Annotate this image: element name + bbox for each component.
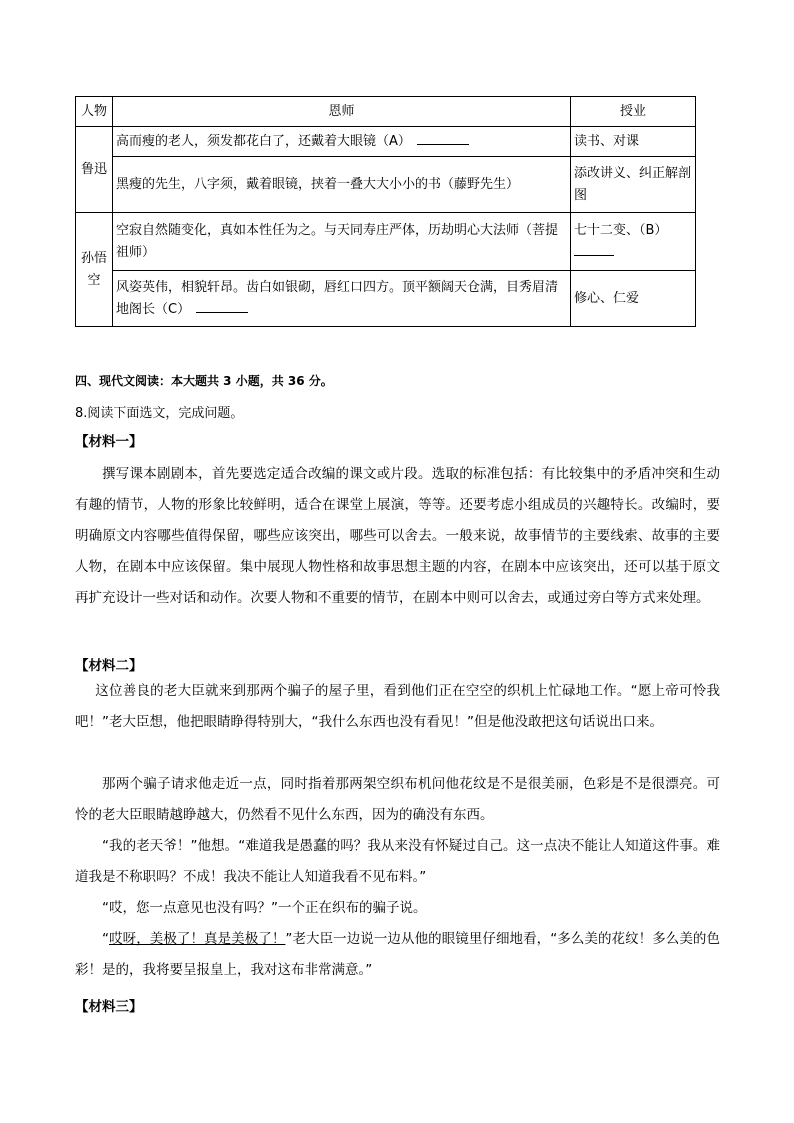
- material-3-label: 【材料三】: [75, 999, 143, 1015]
- table-row: [76, 271, 696, 327]
- material-2-paragraph: “我的老天爷！”他想。“难道我是愚蠢的吗？我从来没有怀疑过自己。这一点决不能让人知道这件事。难道我是不称职吗？不成！我决不能让人知道我看不见布料。”: [75, 838, 720, 885]
- material-1-text: 撰写课本剧剧本，首先要选定适合改编的课文或片段。选取的标准包括：有比较集中的矛盾冲突和生动有趣的情节，人物的形象比较鲜明，适合在课堂上展演，等等。还要考虑小组成员的兴趣特长。改编时，要明确原文内容哪些值得保留，哪些应该突出，哪些可以舍去。一般来说，故事情节的主要线索、故事的主要人物，在剧本中应该保留。集中展现人物性格和故事思想主题的内容，在剧本中应该突出，还可以基于原文再扩充设计一些对话和动作。次要人物和不重要的情节，在剧本中则可以舍去，或通过旁白等方式来处理。: [75, 466, 720, 606]
- table-row: [76, 157, 696, 213]
- table-header-row: [76, 97, 696, 127]
- teaching-cell: 修心、仁爱: [571, 271, 696, 327]
- table-row: [76, 213, 696, 271]
- mentor-cell: [113, 127, 571, 157]
- answer-blank-c: [196, 311, 248, 313]
- answer-blank-b: [574, 254, 614, 256]
- mentor-cell: 空寂自然随变化，真如本性任为之。与天同寿庄严体，历劫明心大法师（菩提祖师）: [113, 213, 571, 271]
- teaching-cell: 读书、对课: [571, 127, 696, 157]
- section-title: 四、现代文阅读：本大题共 3 小题，共 36 分。: [75, 374, 333, 388]
- material-2-label: 【材料二】: [75, 658, 143, 674]
- mentor-description: 风姿英伟，相貌轩昂。齿白如银砌，唇红口四方。顶平额阔天仓满，目秀眉清地阁长（C）: [116, 279, 559, 317]
- material-2-paragraph: [75, 924, 720, 986]
- mentor-cell: 黑瘦的先生，八字须，戴着眼镜，挟着一叠大大小小的书（藤野先生）: [113, 157, 571, 213]
- question-8: 8.阅读下面选文，完成问题。: [75, 406, 244, 421]
- quote-mark: “: [102, 931, 109, 947]
- header-teaching: 授业: [571, 97, 696, 127]
- person-sunwukong: 孙悟空: [76, 213, 113, 327]
- person-luxun: 鲁迅: [76, 127, 113, 213]
- material-2-paragraph: 那两个骗子请求他走近一点，同时指着那两架空织布机问他花纹是不是很美丽，色彩是不是很漂亮。可怜的老大臣眼睛越睁越大，仍然看不见什么东西，因为的确没有东西。: [75, 776, 720, 823]
- underlined-exclamation: 哎呀，美极了！真是美极了！: [109, 931, 286, 947]
- material-2-paragraph: “哎，您一点意见也没有吗？”一个正在织布的骗子说。: [102, 900, 427, 916]
- teaching-cell: 添改讲义、纠正解剖图: [571, 157, 696, 213]
- teaching-text: 七十二变、（B）: [574, 222, 668, 238]
- paragraph-rest: ”老大臣一边说一边从他的眼镜里仔细地看，“多么美的花纹！多么美的色彩！是的，我将要呈报皇上，我对这布非常满意。”: [75, 931, 720, 978]
- mentor-description: 高而瘦的老人，须发都花白了，还戴着大眼镜（A）: [116, 133, 411, 149]
- header-person: 人物: [76, 97, 113, 127]
- mentor-table: [75, 96, 696, 327]
- mentor-cell: [113, 271, 571, 327]
- header-mentor: 恩师: [113, 97, 571, 127]
- material-2-paragraph: 这位善良的老大臣就来到那两个骗子的屋子里，看到他们正在空空的织机上忙碌地工作。“愿上帝可怜我吧！”老大臣想，他把眼睛睁得特别大，“我什么东西也没有看见！”但是他没敢把这句话说出口来。: [75, 683, 720, 730]
- answer-blank-a: [417, 143, 469, 145]
- table-row: [76, 127, 696, 157]
- teaching-cell: [571, 213, 696, 271]
- material-1-label: 【材料一】: [75, 434, 143, 450]
